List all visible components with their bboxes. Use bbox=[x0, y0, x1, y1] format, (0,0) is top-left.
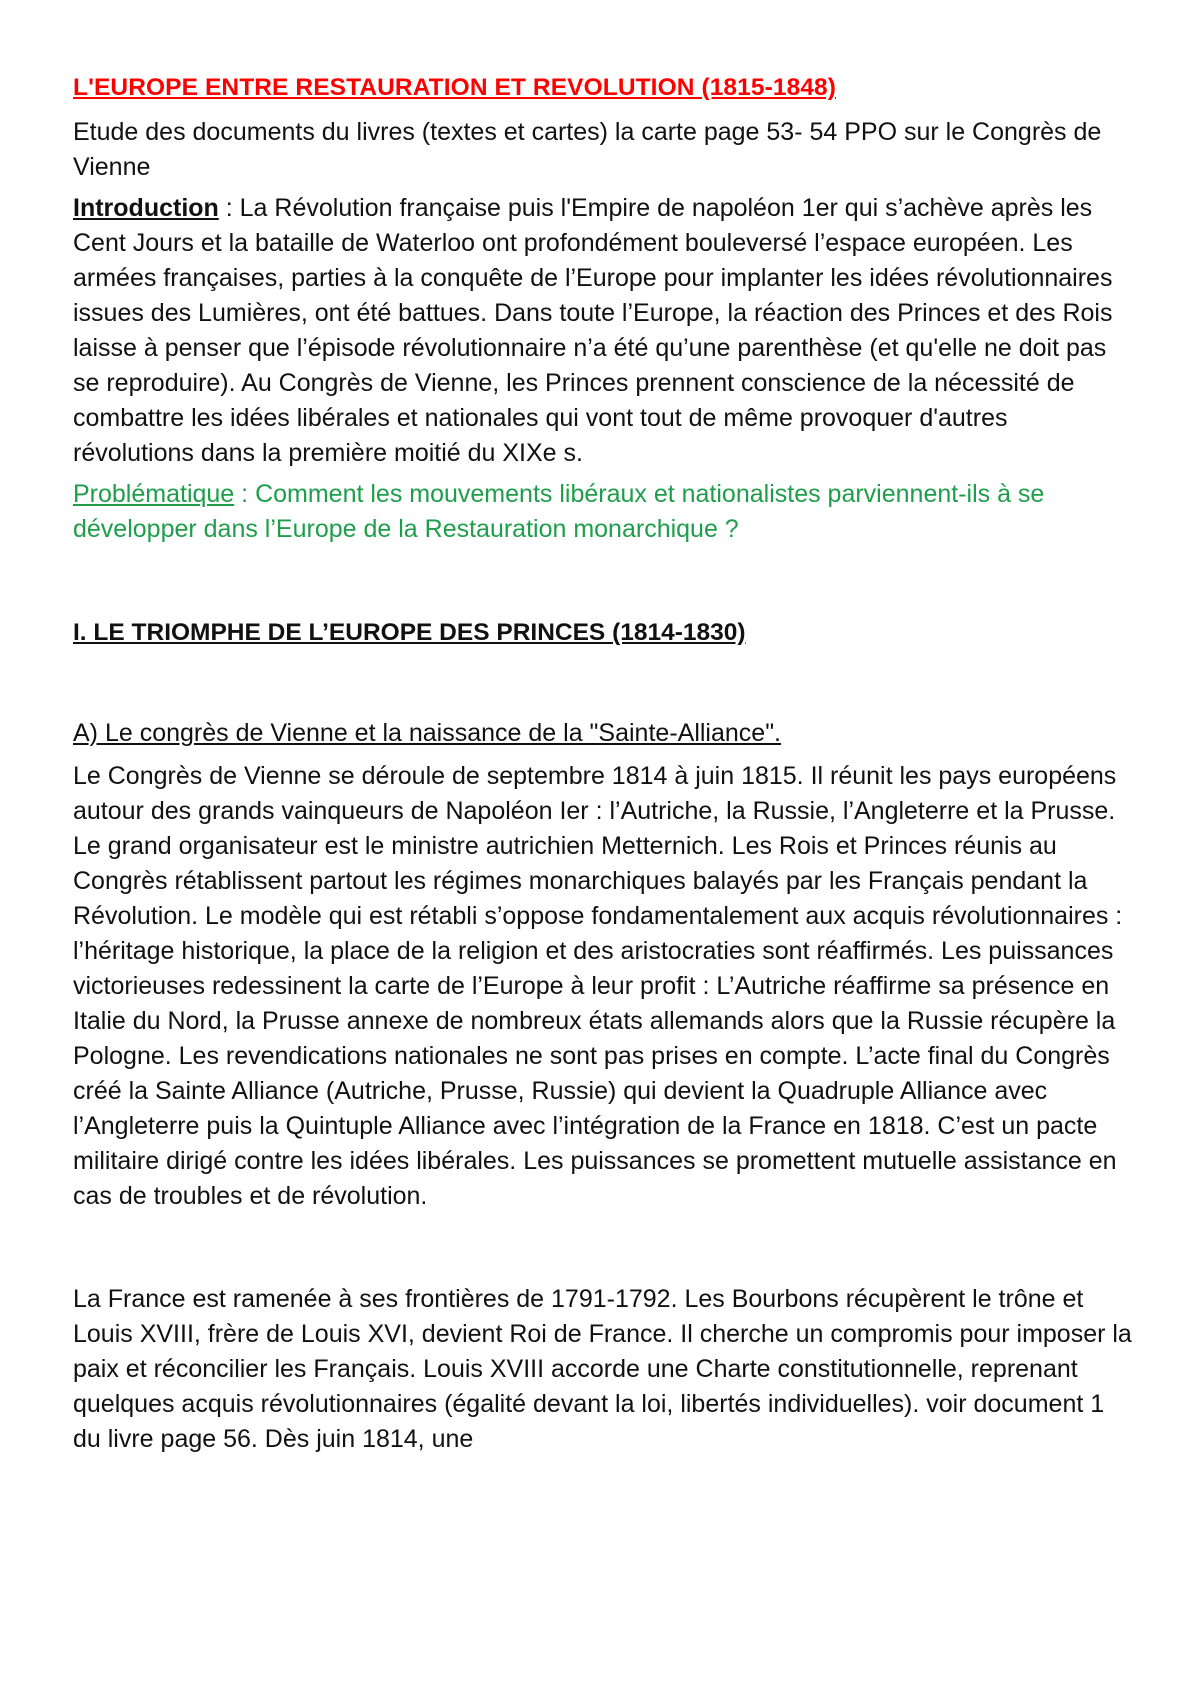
problematique-label: Problématique bbox=[73, 480, 235, 508]
subsection-a-title: A) Le congrès de Vienne et la naissance de la "Sainte-Alliance". bbox=[73, 719, 782, 747]
problematique-text: Comment les mouvements libéraux et nationalistes parviennent-ils à se développer dans l’Europe de la Restauration monarchique ? bbox=[73, 480, 1045, 543]
document-page bbox=[73, 70, 1133, 1457]
problematique-separator: : bbox=[234, 480, 256, 508]
body-paragraph-1: Le Congrès de Vienne se déroule de septembre 1814 à juin 1815. Il réunit les pays européens autour des grands vainqueurs de Napoléon Ier : l’Autriche, la Russie, l’Angleterre et la Prusse. Le grand organisateur est le ministre autrichien Metternich. Les Rois et Princes réunis au Congrès rétablissent partout les régimes monarchiques balayés par les Français pendant la Révolution. Le modèle qui est rétabli s’oppose fondamentalement aux acquis révolutionnaires : l’héritage historique, la place de la religion et des aristocraties sont réaffirmés. Les puissances victorieuses redessinent la carte de l’Europe à leur profit : L’Autriche réaffirme sa présence en Italie du Nord, la Prusse annexe de nombreux états allemands alors que la Russie récupère la Pologne. Les revendications nationales ne sont pas prises en compte. L’acte final du Congrès créé la Sainte Alliance (Autriche, Prusse, Russie) qui devient la Quadruple Alliance avec l’Angleterre puis la Quintuple Alliance avec l’intégration de la France en 1818. C’est un pacte militaire dirigé contre les idées libérales. Les puissances se promettent mutuelle assistance en cas de troubles et de révolution. bbox=[73, 762, 1123, 1210]
section-1-title: I. LE TRIOMPHE DE L’EUROPE DES PRINCES (1814-1830) bbox=[73, 619, 746, 646]
document-title: L'EUROPE ENTRE RESTAURATION ET REVOLUTION (1815-1848) bbox=[73, 74, 837, 101]
body-paragraph-2: La France est ramenée à ses frontières de 1791-1792. Les Bourbons récupèrent le trône et Louis XVIII, frère de Louis XVI, devient Roi de France. Il cherche un compromis pour imposer la paix et réconcilier les Français. Louis XVIII accorde une Charte constitutionnelle, reprenant quelques acquis révolutionnaires (égalité devant la loi, libertés individuelles). voir document 1 du livre page 56. Dès juin 1814, une bbox=[73, 1285, 1132, 1453]
introduction-separator: : bbox=[218, 194, 240, 222]
introduction-label: Introduction bbox=[73, 194, 219, 222]
introduction-paragraph bbox=[73, 191, 1133, 471]
intro-lead: Etude des documents du livres (textes et cartes) la carte page 53- 54 PPO sur le Congrès de Vienne bbox=[73, 118, 1102, 181]
problematique-paragraph bbox=[73, 477, 1133, 547]
introduction-text: La Révolution française puis l'Empire de napoléon 1er qui s’achève après les Cent Jours et la bataille de Waterloo ont profondément bouleversé l’espace européen. Les armées françaises, parties à la conquête de l’Europe pour implanter les idées révolutionnaires issues des Lumières, ont été battues. Dans toute l’Europe, la réaction des Princes et des Rois laisse à penser que l’épisode révolutionnaire n’a été qu’une parenthèse (et qu'elle ne doit pas se reproduire). Au Congrès de Vienne, les Princes prennent conscience de la nécessité de combattre les idées libérales et nationales qui vont tout de même provoquer d'autres révolutions dans la première moitié du XIXe s. bbox=[73, 194, 1113, 467]
